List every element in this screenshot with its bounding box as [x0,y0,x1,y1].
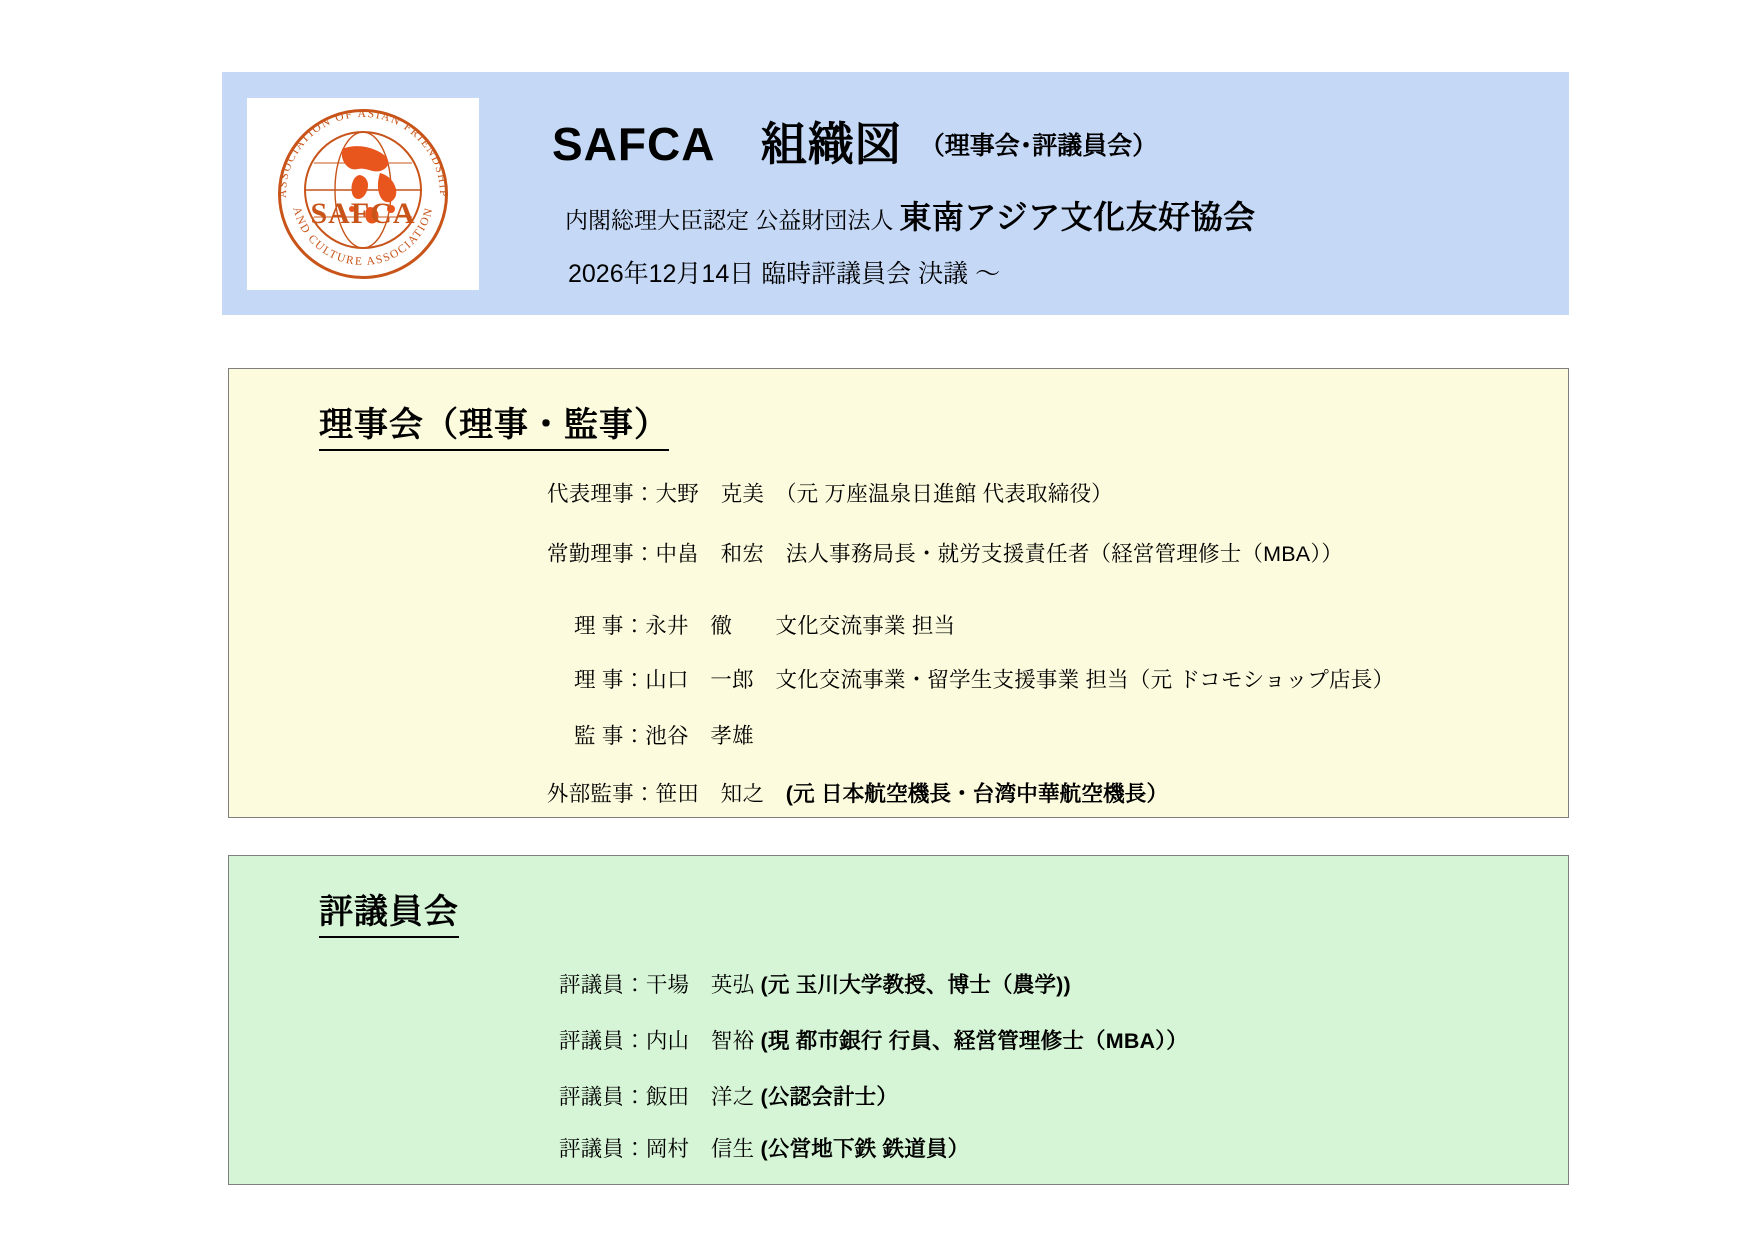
board-row [547,537,1343,568]
row-name: 永井 徹 [645,614,733,638]
row-detail: (公認会計士） [760,1085,899,1109]
row-name: 干場 英弘 [645,973,755,997]
board-row [574,719,754,750]
row-label: 評議員： [559,1085,646,1109]
board-row [574,663,1394,694]
council-row [559,968,1071,999]
row-label: 外部監事： [547,782,656,806]
row-label: 評議員： [559,1029,646,1053]
page-title [552,108,1157,174]
safca-logo [247,98,479,290]
row-name: 池谷 孝雄 [645,724,754,748]
row-detail: (元 玉川大学教授、博士（農学)) [760,973,1071,997]
row-name: 大野 克美 [655,482,765,506]
row-label: 評議員： [559,1137,646,1161]
row-name: 笹田 知之 [655,782,765,806]
board-row [547,477,1113,508]
board-row [547,777,1168,808]
section-council-heading: 評議員会 [319,884,459,938]
row-label: 評議員： [559,973,646,997]
row-detail: (公営地下鉄 鉄道員） [760,1137,970,1161]
row-detail: (現 都市銀行 行員、経営管理修士（MBA）） [760,1029,1188,1053]
row-name: 内山 智裕 [645,1029,755,1053]
organization-prefix: 内閣総理大臣認定 公益財団法人 [565,207,894,233]
row-label: 監 事： [574,724,646,748]
page-title-main: SAFCA 組織図 [552,118,902,170]
organization-name: 東南アジア文化友好協会 [899,199,1256,235]
row-detail: 法人事務局長・就労支援責任者（経営管理修士（MBA）） [785,542,1343,566]
row-detail: （元 万座温泉日進館 代表取締役） [785,482,1113,506]
section-board [228,368,1569,818]
logo-inner [270,101,456,287]
section-council [228,855,1569,1185]
section-board-heading: 理事会（理事・監事） [319,397,669,451]
row-label: 理 事： [574,614,646,638]
row-label: 常勤理事： [547,542,656,566]
logo-arc-top-text: ASSOCIATION OF ASIAN FRIENDSHIP [276,107,450,199]
row-detail: 文化交流事業・留学生支援事業 担当（元 ドコモショップ店長） [775,668,1395,692]
row-name: 中畠 和宏 [655,542,765,566]
council-row [559,1024,1188,1055]
row-label: 代表理事： [547,482,656,506]
council-row [559,1080,898,1111]
row-detail: 文化交流事業 担当 [775,614,956,638]
board-row [574,609,955,640]
globe-icon [296,123,430,257]
row-label: 理 事： [574,668,646,692]
page-title-paren: （理事会･評議員会） [919,132,1158,160]
organization-line [565,192,1256,238]
row-name: 岡村 信生 [645,1137,755,1161]
row-name: 飯田 洋之 [645,1085,755,1109]
council-row [559,1132,969,1163]
resolution-date-line: 2026年12月14日 臨時評議員会 決議 〜 [568,260,1001,288]
row-name: 山口 一郎 [645,668,754,692]
logo-wordmark: SAFCA [310,197,416,230]
logo-arc-bottom-text: AND CULTURE ASSOCIATION [290,205,436,269]
row-detail: (元 日本航空機長・台湾中華航空機長） [785,782,1169,806]
